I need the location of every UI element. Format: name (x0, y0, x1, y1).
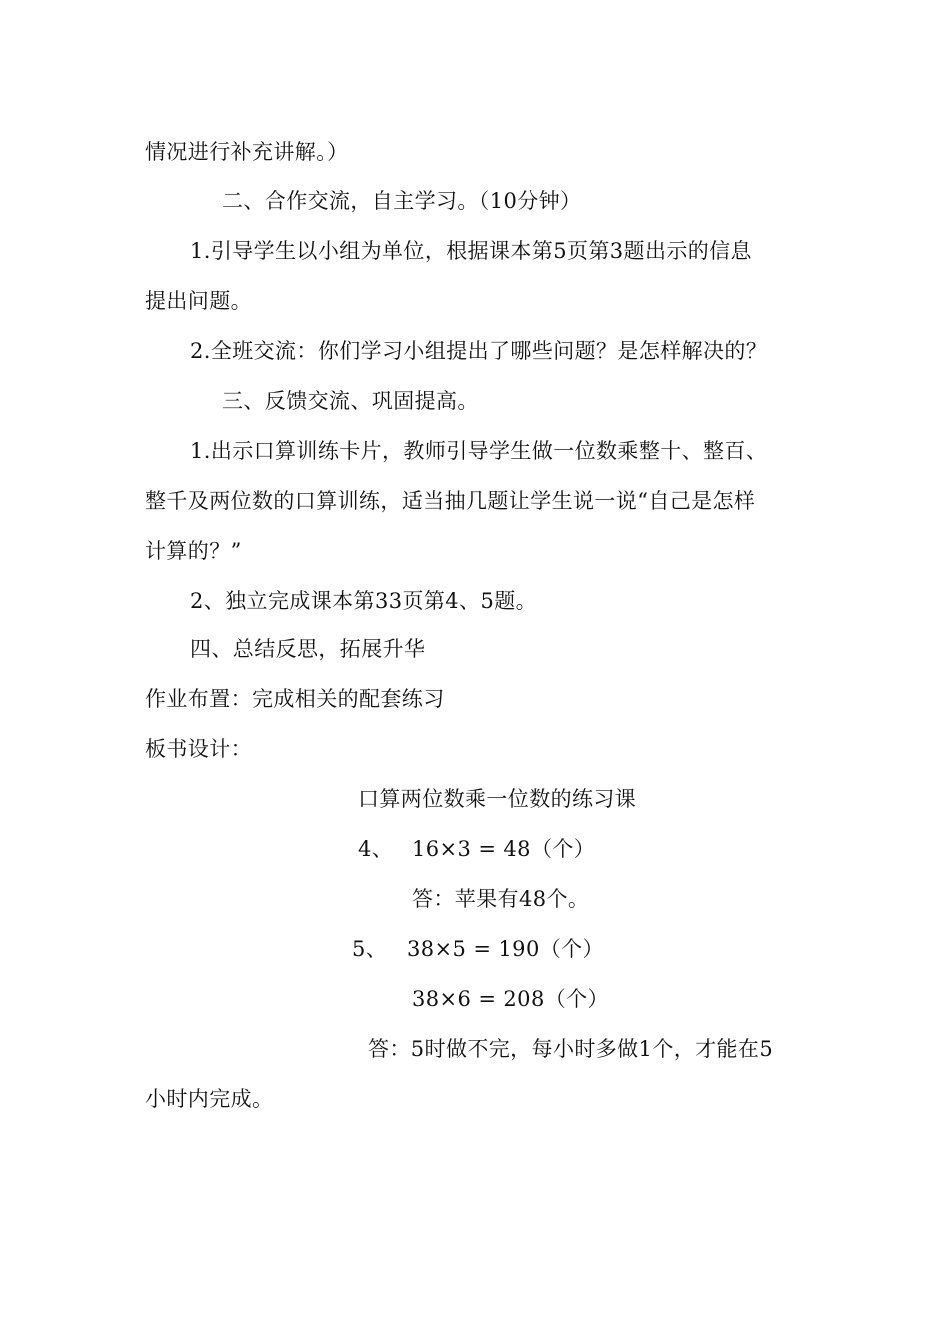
section-heading-3: 三、反馈交流、巩固提高。 (222, 389, 479, 413)
section-heading-2: 二、合作交流，自主学习。（10分钟） (222, 189, 582, 213)
answer-line: 答：5时做不完，每小时多做1个，才能在5 (368, 1037, 774, 1061)
paragraph-line: 提出问题。 (145, 289, 252, 313)
paragraph-line: 整千及两位数的口算训练，适当抽几题让学生说一说“自己是怎样 (145, 489, 756, 513)
problem-number: 4、 (358, 837, 394, 861)
board-design-label: 板书设计： (145, 737, 252, 761)
paragraph-line: 计算的？” (145, 539, 242, 563)
equation: 38×6 = 208（个） (412, 987, 609, 1011)
paragraph-line: 2、独立完成课本第33页第4、5题。 (190, 589, 538, 613)
section-heading-4: 四、总结反思，拓展升华 (190, 637, 426, 661)
equation: 16×3 = 48（个） (412, 837, 596, 861)
paragraph-line: 1.引导学生以小组为单位，根据课本第5页第3题出示的信息 (190, 239, 752, 263)
paragraph-line: 情况进行补充讲解。） (145, 140, 349, 164)
problem-number: 5、 (352, 937, 388, 961)
homework-line: 作业布置：完成相关的配套练习 (145, 687, 445, 711)
board-title: 口算两位数乘一位数的练习课 (358, 787, 637, 811)
answer-line: 答：苹果有48个。 (412, 887, 590, 911)
paragraph-line: 1.出示口算训练卡片，教师引导学生做一位数乘整十、整百、 (190, 439, 768, 463)
equation: 38×5 = 190（个） (407, 937, 604, 961)
paragraph-line: 2.全班交流：你们学习小组提出了哪些问题？是怎样解决的？ (190, 339, 768, 363)
answer-line: 小时内完成。 (145, 1087, 274, 1111)
